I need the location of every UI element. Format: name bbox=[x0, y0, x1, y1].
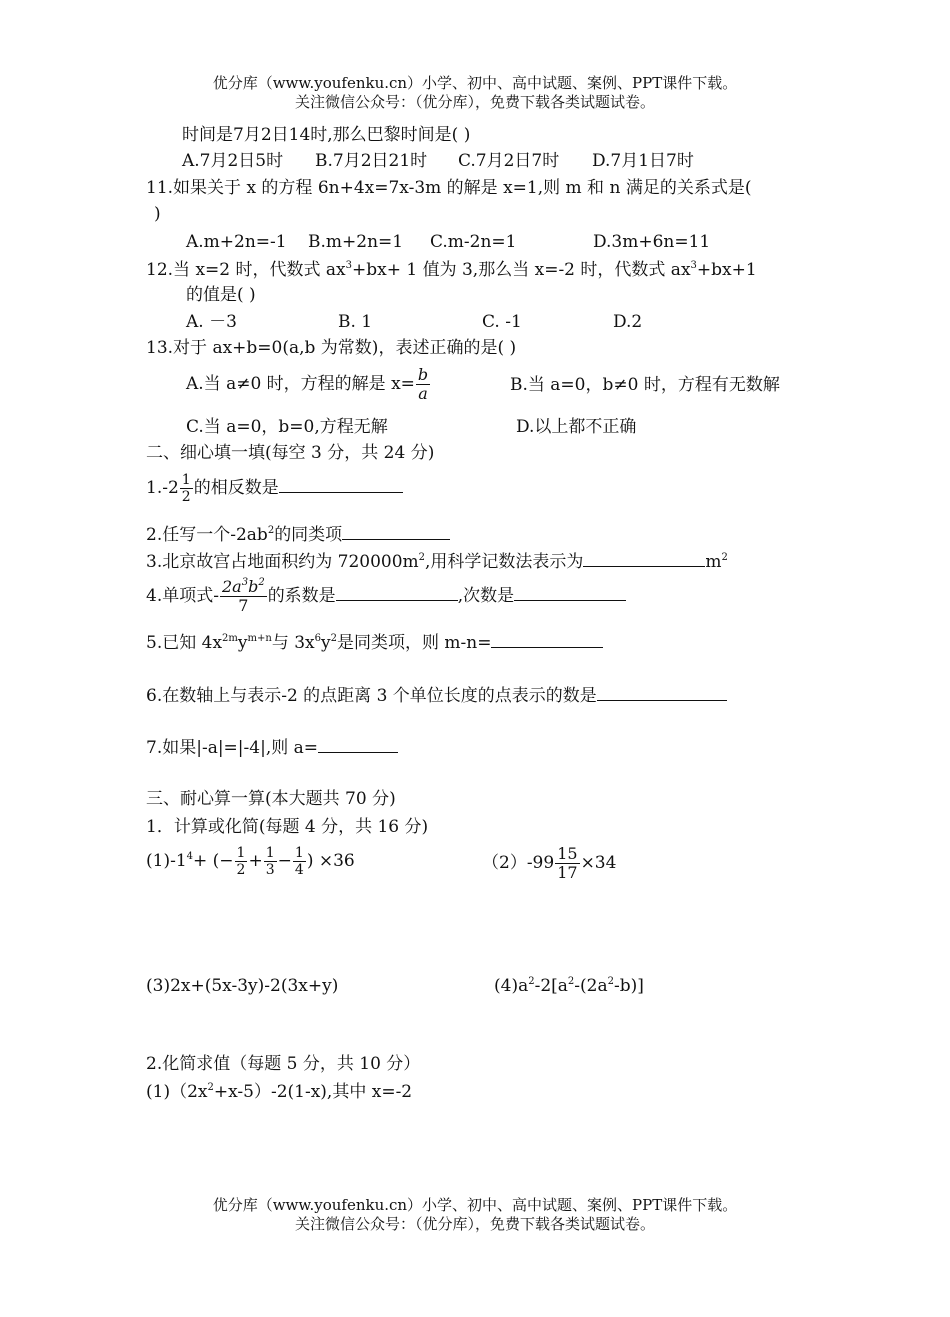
calc-q3: (3)2x+(5x-3y)-2(3x+y) bbox=[146, 976, 339, 996]
fraction-numerator: 1 bbox=[181, 472, 191, 488]
fill-q3-text: ,用科学记数法表示为 bbox=[425, 552, 584, 572]
q11-stem: 11.如果关于 x 的方程 6n+4x=7x-3m 的解是 x=1,则 m 和 n 满足的关系式是( bbox=[146, 178, 752, 198]
fill-q4-blank-degree[interactable] bbox=[514, 584, 626, 601]
calc-q4-d: -b)] bbox=[614, 976, 644, 996]
fill-q7-text: 7.如果|-a|=|-4|,则 a= bbox=[146, 738, 319, 758]
fill-q5-a: 5.已知 4x bbox=[146, 633, 223, 653]
fill-q1-prefix: 1.-2 bbox=[146, 478, 179, 498]
fill-q4-blank-coefficient[interactable] bbox=[336, 584, 458, 601]
fill-q5-d: y bbox=[321, 633, 331, 653]
calc-q2-b: ×34 bbox=[580, 853, 617, 873]
calc-q1-op1: + bbox=[248, 851, 263, 871]
calc-q1-frac-third bbox=[264, 845, 277, 878]
fill-q4-text2: ,次数是 bbox=[457, 586, 515, 606]
q11-option-d: D.3m+6n=11 bbox=[593, 232, 711, 252]
num-b: b bbox=[248, 577, 259, 596]
section3-sub2: 2.化简求值（每题 5 分，共 10 分） bbox=[146, 1054, 421, 1074]
fill-q4-text: 的系数是 bbox=[267, 586, 336, 606]
calc-q2 bbox=[482, 845, 616, 882]
fill-q5-e1: 2m bbox=[222, 633, 238, 644]
fraction-denominator: 2 bbox=[236, 862, 246, 878]
calc-q4 bbox=[494, 975, 644, 997]
q12-option-a: A. －3 bbox=[186, 312, 237, 332]
q11-option-a: A.m+2n=-1 bbox=[186, 232, 287, 252]
fill-q5-f: 是同类项，则 m-n= bbox=[336, 633, 492, 653]
fraction-numerator: 1 bbox=[294, 845, 304, 861]
q10-stem: 时间是7月2日14时,那么巴黎时间是( ) bbox=[182, 125, 471, 145]
calc-q1-frac-quarter bbox=[293, 845, 306, 878]
q12-stem-part3: +bx+1 bbox=[696, 260, 757, 280]
footer-line-2: 关注微信公众号：（优分库），免费下载各类试题试卷。 bbox=[294, 1215, 655, 1233]
q12-exp2: 3 bbox=[690, 260, 697, 271]
fraction-denominator: 3 bbox=[265, 862, 275, 878]
q13-option-a bbox=[186, 366, 431, 403]
fill-q5 bbox=[146, 631, 603, 654]
calc-q1 bbox=[146, 845, 355, 878]
q13-fraction-b-over-a bbox=[416, 366, 430, 403]
fill-q3-unit: m bbox=[705, 552, 722, 572]
calc-q4-c: -(2a bbox=[574, 976, 608, 996]
fill-q5-c: 与 3x bbox=[271, 633, 315, 653]
q11-stem-cont: ) bbox=[154, 204, 161, 224]
fill-q5-blank[interactable] bbox=[491, 631, 603, 648]
calc-q2-a: （2）-99 bbox=[482, 853, 555, 873]
section3-title: 三、耐心算一算(本大题共 70 分) bbox=[146, 789, 396, 809]
fill-q1-blank[interactable] bbox=[279, 476, 403, 493]
fill-q1-text: 的相反数是 bbox=[193, 478, 279, 498]
fill-q5-e3: 6 bbox=[314, 633, 321, 644]
calc-q2-fraction bbox=[555, 845, 579, 882]
q10-option-d: D.7月1日7时 bbox=[592, 151, 694, 171]
fraction-numerator: 1 bbox=[236, 845, 246, 861]
fill-q4 bbox=[146, 578, 626, 615]
calc-q1-frac-half bbox=[235, 845, 248, 878]
q12-stem-cont: 的值是( ) bbox=[186, 285, 256, 305]
eval-q1-b: +x-5）-2(1-x),其中 x=-2 bbox=[213, 1082, 413, 1102]
q10-option-c: C.7月2日7时 bbox=[458, 151, 560, 171]
calc-q4-a: (4)a bbox=[494, 976, 529, 996]
fill-q4-fraction bbox=[220, 578, 267, 615]
fill-q4-prefix: 4.单项式- bbox=[146, 586, 219, 606]
fill-q1-fraction bbox=[180, 472, 193, 505]
fraction-numerator bbox=[220, 578, 267, 597]
q12-exp1: 3 bbox=[345, 260, 352, 271]
fraction-denominator: 2 bbox=[181, 489, 191, 505]
fill-q2-exp: 2 bbox=[267, 525, 275, 536]
q11-option-c: C.m-2n=1 bbox=[430, 232, 517, 252]
fraction-numerator: b bbox=[417, 365, 429, 384]
fill-q3-blank[interactable] bbox=[583, 550, 705, 567]
fill-q2-blank[interactable] bbox=[342, 523, 450, 540]
q12-stem-part2: +bx+ 1 值为 3,那么当 x=-2 时，代数式 ax bbox=[352, 260, 691, 280]
fraction-denominator: 7 bbox=[238, 596, 249, 615]
footer-line-1: 优分库（www.youfenku.cn）小学、初中、高中试题、案例、PPT课件下载。 bbox=[212, 1196, 738, 1214]
fill-q1 bbox=[146, 472, 403, 505]
calc-q4-e1: 2 bbox=[528, 976, 535, 987]
calc-q1-c: ) ×36 bbox=[306, 851, 355, 871]
q13-stem: 13.对于 ax+b=0(a,b 为常数)，表述正确的是( ) bbox=[146, 338, 517, 358]
fill-q5-e2: m+n bbox=[247, 633, 272, 644]
q12-stem-part1: 12.当 x=2 时，代数式 ax bbox=[146, 260, 346, 280]
calc-q1-a: (1)-1 bbox=[146, 851, 187, 871]
q10-option-a: A.7月2日5时 bbox=[182, 151, 284, 171]
eval-q1-exp: 2 bbox=[207, 1082, 214, 1093]
section3-sub1: 1．计算或化简(每题 4 分，共 16 分) bbox=[146, 817, 429, 837]
section2-title: 二、细心填一填(每空 3 分，共 24 分) bbox=[146, 443, 435, 463]
calc-q1-exp: 4 bbox=[186, 851, 194, 862]
q13-option-d: D.以上都不正确 bbox=[516, 417, 637, 437]
calc-q1-b: + (− bbox=[193, 851, 234, 871]
header-line-2: 关注微信公众号：（优分库），免费下载各类试题试卷。 bbox=[294, 93, 655, 111]
eval-q1-a: (1)（2x bbox=[146, 1082, 208, 1102]
fraction-denominator: a bbox=[418, 384, 428, 403]
fill-q2-text: 的同类项 bbox=[274, 525, 343, 545]
q12-option-c: C. -1 bbox=[482, 312, 522, 332]
fill-q3-unit-exp: 2 bbox=[721, 552, 728, 563]
eval-q1 bbox=[146, 1081, 412, 1103]
fill-q6-text: 6.在数轴上与表示-2 的点距离 3 个单位长度的点表示的数是 bbox=[146, 686, 597, 706]
fill-q6 bbox=[146, 684, 727, 707]
fill-q7-blank[interactable] bbox=[318, 736, 398, 753]
q13-option-a-text: A.当 a≠0 时，方程的解是 x= bbox=[186, 374, 415, 394]
fraction-numerator: 15 bbox=[557, 844, 578, 863]
q11-option-b: B.m+2n=1 bbox=[308, 232, 404, 252]
q12-option-d: D.2 bbox=[613, 312, 643, 332]
calc-q1-op2: − bbox=[277, 851, 292, 871]
fill-q3-exp: 2 bbox=[418, 552, 426, 563]
q12-stem bbox=[146, 259, 757, 281]
fill-q5-e4: 2 bbox=[330, 633, 337, 644]
fill-q3 bbox=[146, 550, 728, 573]
fill-q3-prefix: 3.北京故宫占地面积约为 720000m bbox=[146, 552, 419, 572]
fill-q2 bbox=[146, 523, 450, 546]
calc-q4-e2: 2 bbox=[567, 976, 575, 987]
q13-option-b: B.当 a=0，b≠0 时，方程有无数解 bbox=[510, 375, 780, 395]
calc-q4-e3: 2 bbox=[607, 976, 614, 987]
fill-q2-prefix: 2.任写一个-2ab bbox=[146, 525, 268, 545]
q12-option-b: B. 1 bbox=[338, 312, 373, 332]
calc-q4-b: -2[a bbox=[534, 976, 568, 996]
q13-option-c: C.当 a=0，b=0,方程无解 bbox=[186, 417, 388, 437]
fraction-denominator: 17 bbox=[557, 863, 578, 882]
num-exp-2: 2 bbox=[258, 577, 265, 588]
fraction-denominator: 4 bbox=[294, 862, 304, 878]
fill-q5-b: y bbox=[237, 633, 248, 653]
fraction-numerator: 1 bbox=[265, 845, 275, 861]
fill-q6-blank[interactable] bbox=[597, 684, 727, 701]
header-line-1: 优分库（www.youfenku.cn）小学、初中、高中试题、案例、PPT课件下载。 bbox=[212, 74, 738, 92]
num-exp-3: 3 bbox=[241, 577, 249, 588]
num-2a: 2a bbox=[221, 577, 242, 596]
fill-q7 bbox=[146, 736, 398, 759]
q10-option-b: B.7月2日21时 bbox=[315, 151, 428, 171]
